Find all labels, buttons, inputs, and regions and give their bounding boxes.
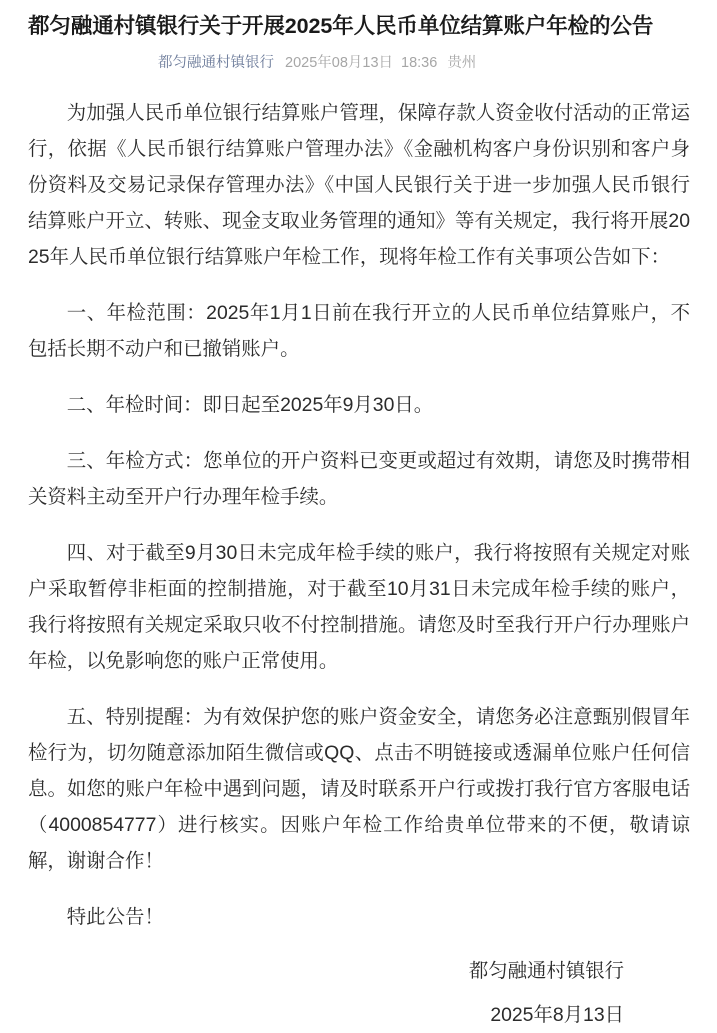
- article-body: [0, 95, 717, 1033]
- paragraph-section-4: 四、对于截至9月30日未完成年检手续的账户，我行将按照有关规定对账户采取暂停非柜面的控制措施，对于截至10月31日未完成年检手续的账户，我行将按照有关规定采取只收不付控制措施。请您及时至我行开户行办理账户年检，以免影响您的账户正常使用。: [28, 542, 690, 672]
- paragraph-closing: 特此公告！: [66, 906, 164, 928]
- meta-location: 贵州: [447, 55, 477, 71]
- signature-organization: 都匀融通村镇银行: [468, 960, 624, 982]
- page-title: 都匀融通村镇银行关于开展2025年人民币单位结算账户年检的公告: [28, 14, 654, 38]
- meta-publish-time: 18:36: [401, 55, 438, 71]
- paragraph-section-2: 二、年检时间：即日起至2025年9月30日。: [66, 394, 434, 416]
- paragraph-intro: 为加强人民币单位银行结算账户管理，保障存款人资金收付活动的正常运行，依据《人民币银行结算账户管理办法》《金融机构客户身份识别和客户身份资料及交易记录保存管理办法》《中国人民银行关于进一步加强人民币银行结算账户开立、转账、现金支取业务管理的通知》等有关规定，我行将开展2025年人民币单位银行结算账户年检工作，现将年检工作有关事项公告如下：: [28, 102, 690, 268]
- signature-block: [28, 953, 690, 1033]
- paragraph-section-5: 五、特别提醒：为有效保护您的账户资金安全，请您务必注意甄别假冒年检行为，切勿随意添加陌生微信或QQ、点击不明链接或透漏单位账户任何信息。如您的账户年检中遇到问题，请及时联系开户行或拨打我行官方客服电话（4000854777）进行核实。因账户年检工作给贵单位带来的不便，敬请谅解，谢谢合作！: [28, 706, 690, 872]
- meta-publish-date: 2025年08月13日: [285, 55, 394, 71]
- meta-account-name[interactable]: 都匀融通村镇银行: [158, 55, 274, 71]
- paragraph-section-1: 一、年检范围：2025年1月1日前在我行开立的人民币单位结算账户，不包括长期不动户和已撤销账户。: [28, 302, 690, 360]
- article-meta: [28, 53, 691, 73]
- signature-date: 2025年8月13日: [490, 1004, 624, 1026]
- article-header: [0, 0, 717, 73]
- paragraph-section-3: 三、年检方式：您单位的开户资料已变更或超过有效期，请您及时携带相关资料主动至开户行办理年检手续。: [28, 450, 690, 508]
